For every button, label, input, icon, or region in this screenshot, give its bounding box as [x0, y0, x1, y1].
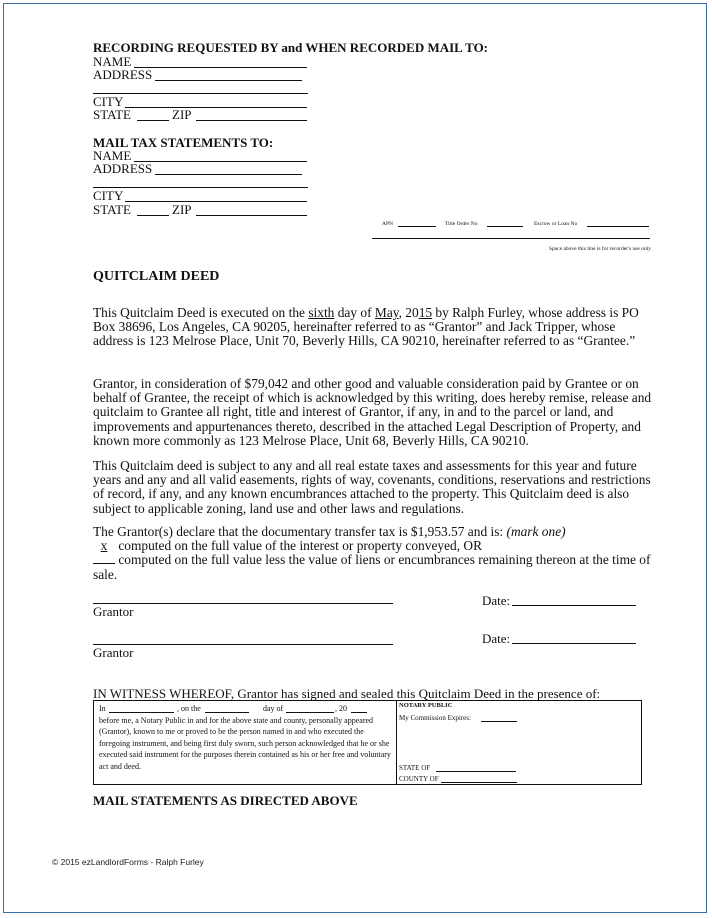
recording-city-field[interactable]: [125, 107, 307, 108]
county-of-field[interactable]: [441, 782, 517, 783]
recorder-separator: [372, 238, 650, 239]
notary-first-line: [99, 703, 391, 715]
grantor-label-2: Grantor: [93, 645, 134, 660]
transfer-tax-text: The Grantor(s) declare that the documentary transfer tax is $1,953.57 and is:: [93, 524, 507, 539]
commission-field[interactable]: [481, 721, 517, 722]
recording-name-field[interactable]: [134, 67, 307, 68]
option-2-mark: [93, 553, 115, 564]
execution-day: sixth: [308, 305, 335, 320]
date-field-1[interactable]: [512, 605, 636, 606]
title-order-label: Title Order No: [445, 221, 478, 227]
mail-tax-state-label: STATE: [93, 202, 131, 217]
date-label-2: Date:: [482, 631, 511, 646]
deed-paragraph-3: This Quitclaim deed is subject to any and all real estate taxes and assessments for this year and future years and any and all valid easements, rights of way, covenants, conditions, reservations and restrictions of record, if any, and any known encumbrances attached to the property. This Quitclaim deed is also subject to applicable zoning, land use and other laws and regulations.: [93, 458, 651, 516]
grantor-signature-line-2[interactable]: [93, 644, 393, 645]
recording-address-field[interactable]: [155, 80, 302, 81]
recording-address-label: ADDRESS: [93, 67, 153, 82]
recording-zip-label: ZIP: [172, 107, 192, 122]
escrow-field[interactable]: [587, 226, 649, 227]
recording-name-label: NAME: [93, 54, 132, 69]
deed-title: QUITCLAIM DEED: [93, 269, 220, 284]
notary-on-the-label: , on the: [177, 704, 201, 713]
p1-text-2: day of: [334, 305, 375, 320]
recording-zip-field[interactable]: [196, 120, 307, 121]
apn-label: APN: [382, 221, 394, 227]
recording-state-field[interactable]: [137, 120, 169, 121]
notary-in-label: In: [99, 704, 106, 713]
apn-field[interactable]: [398, 226, 436, 227]
escrow-label: Escrow or Loan No: [534, 221, 578, 227]
notary-divider: [396, 700, 397, 785]
county-of-label: COUNTY OF: [399, 775, 439, 783]
mark-one-note: (mark one): [506, 524, 566, 539]
recorder-space-note: Space above this line is for recorder's use only: [548, 246, 651, 252]
option-2[interactable]: [93, 552, 650, 581]
p1-text-4: by Ralph Furley, whose address is PO Box 38696, Los Angeles, CA 90205, hereinafter referred to as “Grantor” and Jack Tripper, whose address is 123 Melrose Place, Unit 70, Beverly Hills, CA 90210, hereinafter referred to as “Grantee.”: [93, 305, 639, 349]
title-order-field[interactable]: [487, 226, 523, 227]
mail-tax-address-line2[interactable]: [93, 187, 308, 188]
notary-day-field[interactable]: [205, 712, 249, 713]
deed-paragraph-2: Grantor, in consideration of $79,042 and other good and valuable consideration paid by Grantee or on behalf of Grantee, the receipt of which is acknowledged by this writing, does hereby remise, release and quitclaim to Grantee all right, title and interest of Grantor, if any, in and to the parcel or land, and improvements and appurtenances thereto, described in the attached Legal Description of Property, and known more commonly as 123 Melrose Place, Unit 68, Beverly Hills, CA 90210.: [93, 376, 652, 448]
mail-tax-city-field[interactable]: [125, 201, 307, 202]
option-2-text: computed on the full value less the value of liens or encumbrances remaining thereon at the time of sale.: [93, 552, 651, 582]
notary-month-field[interactable]: [286, 712, 334, 713]
state-of-label: STATE OF: [399, 764, 431, 772]
grantor-label-1: Grantor: [93, 604, 134, 619]
mail-tax-zip-field[interactable]: [196, 215, 307, 216]
recording-city-label: CITY: [93, 94, 124, 109]
notary-public-label: NOTARY PUBLIC: [399, 702, 453, 709]
execution-month: May: [374, 305, 399, 320]
mail-tax-name-label: NAME: [93, 148, 132, 163]
mail-tax-address-label: ADDRESS: [93, 161, 153, 176]
witness-statement: IN WITNESS WHEREOF, Grantor has signed and sealed this Quitclaim Deed in the presence of:: [93, 686, 601, 701]
recording-address-line2[interactable]: [93, 93, 308, 94]
deed-paragraph-1: [93, 306, 653, 349]
notary-body-text: before me, a Notary Public in and for the above state and county, personally appeared (Grantor), known to me or proved to be the person named in and who executed the foregoing instrument, and being first duly sworn, such person acknowledged that he or she executed said instrument for the purposes therein contained as his or her free and voluntary act and deed.: [99, 715, 391, 771]
mail-tax-heading: MAIL TAX STATEMENTS TO:: [93, 135, 274, 150]
p1-text-3: , 20: [398, 305, 419, 320]
recording-heading: RECORDING REQUESTED BY and WHEN RECORDED MAIL TO:: [93, 40, 489, 55]
notary-day-of-label: day of: [263, 704, 284, 713]
mail-tax-address-field[interactable]: [155, 174, 302, 175]
notary-left-block: [99, 703, 391, 773]
option-1[interactable]: [93, 538, 482, 553]
execution-year: 15: [418, 305, 433, 320]
commission-label: My Commission Expires:: [399, 714, 471, 722]
date-field-2[interactable]: [512, 643, 636, 644]
mail-tax-city-label: CITY: [93, 188, 124, 203]
mail-statements-note: MAIL STATEMENTS AS DIRECTED ABOVE: [93, 793, 358, 808]
option-1-mark: x: [100, 538, 108, 554]
p1-text-1: This Quitclaim Deed is executed on the: [93, 305, 309, 320]
recording-state-label: STATE: [93, 107, 131, 122]
notary-twenty-label: , 20: [335, 704, 347, 713]
mail-tax-state-field[interactable]: [137, 215, 169, 216]
state-of-field[interactable]: [436, 771, 516, 772]
notary-year-field[interactable]: [351, 712, 367, 713]
date-label-1: Date:: [482, 593, 511, 608]
option-1-text: computed on the full value of the interest or property conveyed, OR: [115, 538, 483, 554]
deed-paragraph-4: [93, 525, 653, 582]
copyright: © 2015 ezLandlordForms - Ralph Furley: [52, 857, 204, 867]
grantor-signature-line-1[interactable]: [93, 603, 393, 604]
notary-county-field[interactable]: [109, 712, 174, 713]
mail-tax-name-field[interactable]: [134, 161, 307, 162]
mail-tax-zip-label: ZIP: [172, 202, 192, 217]
